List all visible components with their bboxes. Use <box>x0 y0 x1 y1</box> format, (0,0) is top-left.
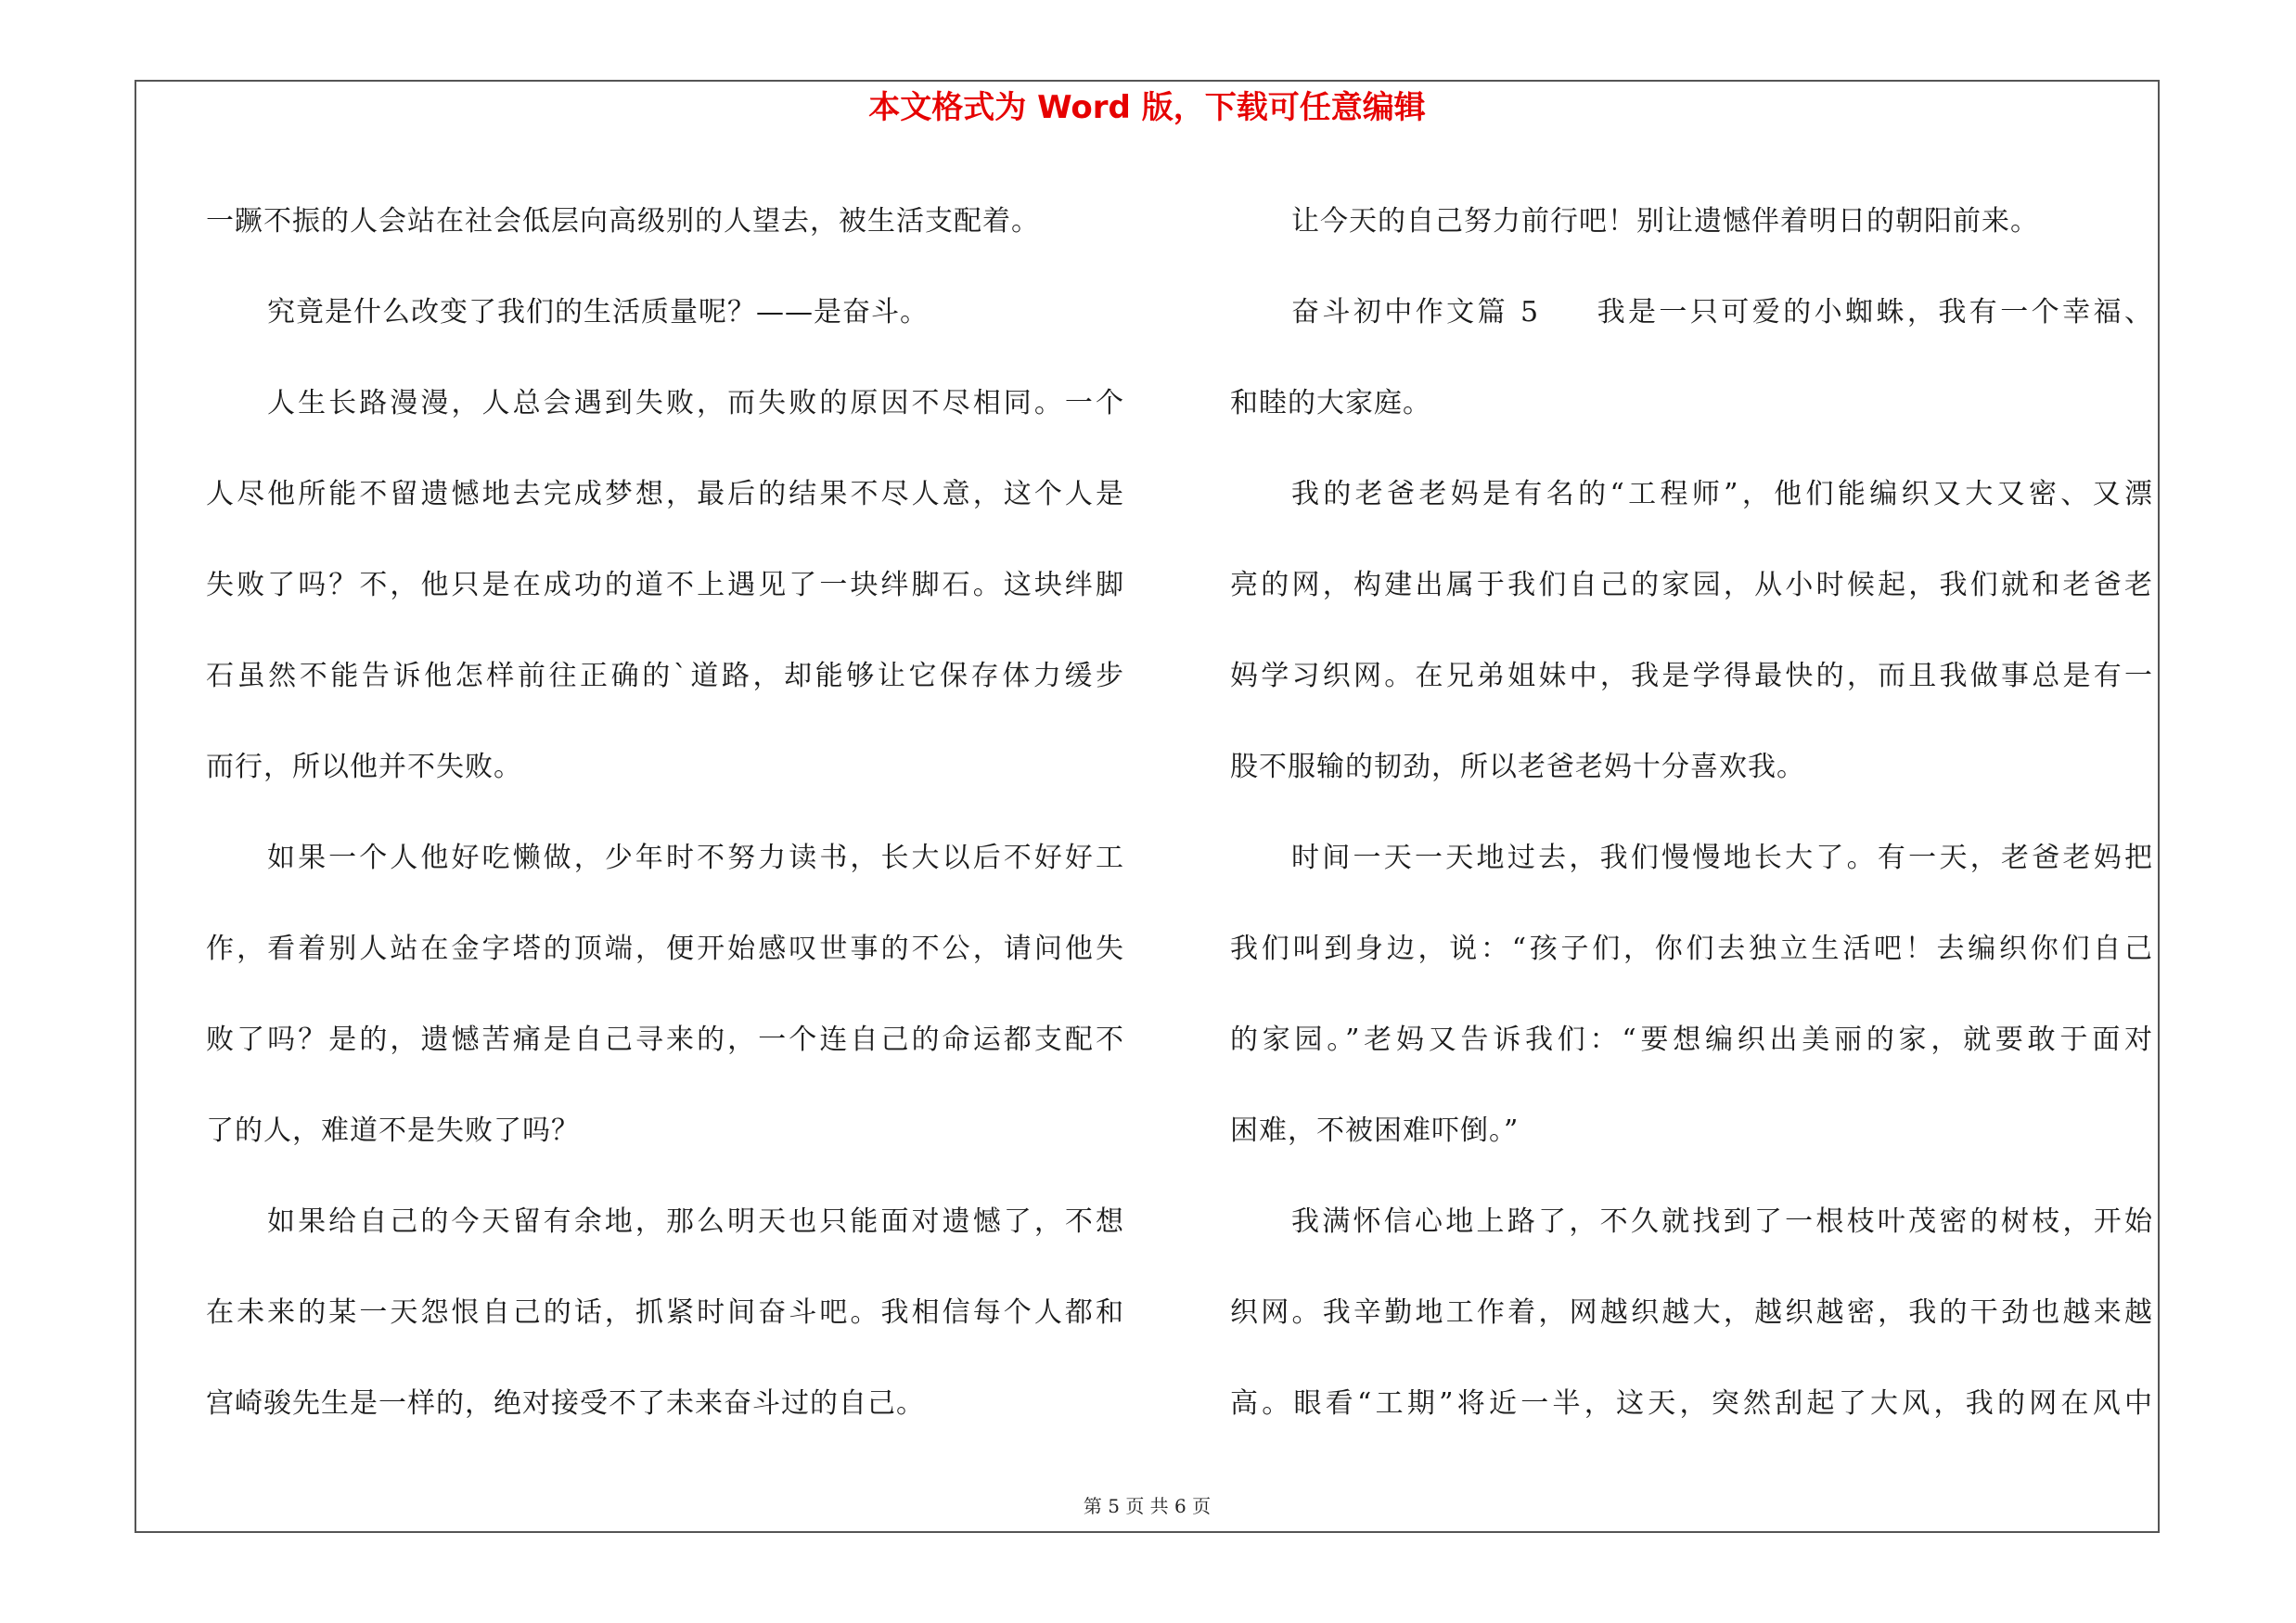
line-text: 我们叫到身边，说：“孩子们，你们去独立生活吧！去编织你们自己 <box>1230 933 2153 965</box>
line-text: 如果一个人他好吃懒做，少年时不努力读书，长大以后不好好工 <box>267 842 1124 874</box>
line-text: 亮的网，构建出属于我们自己的家园，从小时候起，我们就和老爸老 <box>1230 569 2153 601</box>
text-line <box>1230 267 2153 358</box>
line-text: 失败了吗？不，他只是在成功的道不上遇见了一块绊脚石。这块绊脚 <box>206 569 1124 601</box>
page-number-footer: 第 5 页 共 6 页 <box>1083 1495 1212 1517</box>
text-line <box>206 1177 1124 1268</box>
text-line <box>206 1086 1124 1177</box>
text-line <box>206 995 1124 1086</box>
line-text: 人尽他所能不留遗憾地去完成梦想，最后的结果不尽人意，这个人是 <box>206 478 1124 510</box>
line-text: 人生长路漫漫，人总会遇到失败，而失败的原因不尽相同。一个 <box>267 387 1124 419</box>
text-line <box>206 449 1124 540</box>
text-line <box>1230 449 2153 540</box>
text-line <box>206 813 1124 904</box>
text-line <box>1230 540 2153 631</box>
line-text: 织网。我辛勤地工作着，网越织越大，越织越密，我的干劲也越来越 <box>1230 1296 2153 1329</box>
line-text: 败了吗？是的，遗憾苦痛是自己寻来的，一个连自己的命运都支配不 <box>206 1024 1124 1056</box>
line-text: 在未来的某一天怨恨自己的话，抓紧时间奋斗吧。我相信每个人都和 <box>206 1296 1124 1329</box>
text-line <box>206 722 1124 813</box>
text-line <box>206 631 1124 722</box>
text-line <box>1230 904 2153 995</box>
text-line <box>1230 1359 2153 1449</box>
word-format-banner: 本文格式为 Word 版，下载可任意编辑 <box>868 89 1426 126</box>
text-line <box>206 540 1124 631</box>
line-text: 困难，不被困难吓倒。” <box>1230 1114 1520 1147</box>
right-text-column <box>1230 176 2153 1449</box>
line-text: 的家园。”老妈又告诉我们：“要想编织出美丽的家，就要敢于面对 <box>1230 1024 2153 1056</box>
left-text-column <box>206 176 1124 1449</box>
line-text: 妈学习织网。在兄弟姐妹中，我是学得最快的，而且我做事总是有一 <box>1230 660 2153 692</box>
line-text: 我满怀信心地上路了，不久就找到了一根枝叶茂密的树枝，开始 <box>1291 1205 2153 1238</box>
line-text: 作，看着别人站在金字塔的顶端，便开始感叹世事的不公，请问他失 <box>206 933 1124 965</box>
text-line <box>206 176 1124 267</box>
line-text: 股不服输的韧劲，所以老爸老妈十分喜欢我。 <box>1230 751 1805 783</box>
text-line <box>1230 995 2153 1086</box>
line-text-continued: 我是一只可爱的小蜘蛛，我有一个幸福、 <box>1595 296 2153 328</box>
text-line <box>206 358 1124 449</box>
line-text: 究竟是什么改变了我们的生活质量呢？——是奋斗。 <box>267 296 929 328</box>
line-text: 如果给自己的今天留有余地，那么明天也只能面对遗憾了，不想 <box>267 1205 1124 1238</box>
line-text: 宫崎骏先生是一样的，绝对接受不了未来奋斗过的自己。 <box>206 1387 925 1420</box>
line-text: 我的老爸老妈是有名的“工程师”，他们能编织又大又密、又漂 <box>1291 478 2153 510</box>
line-text: 时间一天一天地过去，我们慢慢地长大了。有一天，老爸老妈把 <box>1291 842 2153 874</box>
text-line <box>1230 1268 2153 1359</box>
line-text: 一蹶不振的人会站在社会低层向高级别的人望去，被生活支配着。 <box>206 205 1040 238</box>
text-line <box>206 904 1124 995</box>
text-line <box>206 1359 1124 1449</box>
text-line <box>1230 358 2153 449</box>
text-line <box>1230 1086 2153 1177</box>
line-text: 奋斗初中作文篇 5 <box>1291 296 1540 328</box>
line-text: 而行，所以他并不失败。 <box>206 751 522 783</box>
line-text: 高。眼看“工期”将近一半，这天，突然刮起了大风，我的网在风中 <box>1230 1387 2153 1420</box>
text-line <box>1230 813 2153 904</box>
text-line <box>1230 722 2153 813</box>
text-line <box>206 1268 1124 1359</box>
text-line <box>206 267 1124 358</box>
text-line <box>1230 1177 2153 1268</box>
line-text: 和睦的大家庭。 <box>1230 387 1431 419</box>
line-text: 了的人，难道不是失败了吗？ <box>206 1114 580 1147</box>
text-line <box>1230 176 2153 267</box>
text-line <box>1230 631 2153 722</box>
line-text: 让今天的自己努力前行吧！别让遗憾伴着明日的朝阳前来。 <box>1291 205 2039 238</box>
line-text: 石虽然不能告诉他怎样前往正确的`道路，却能够让它保存体力缓步 <box>206 660 1124 692</box>
